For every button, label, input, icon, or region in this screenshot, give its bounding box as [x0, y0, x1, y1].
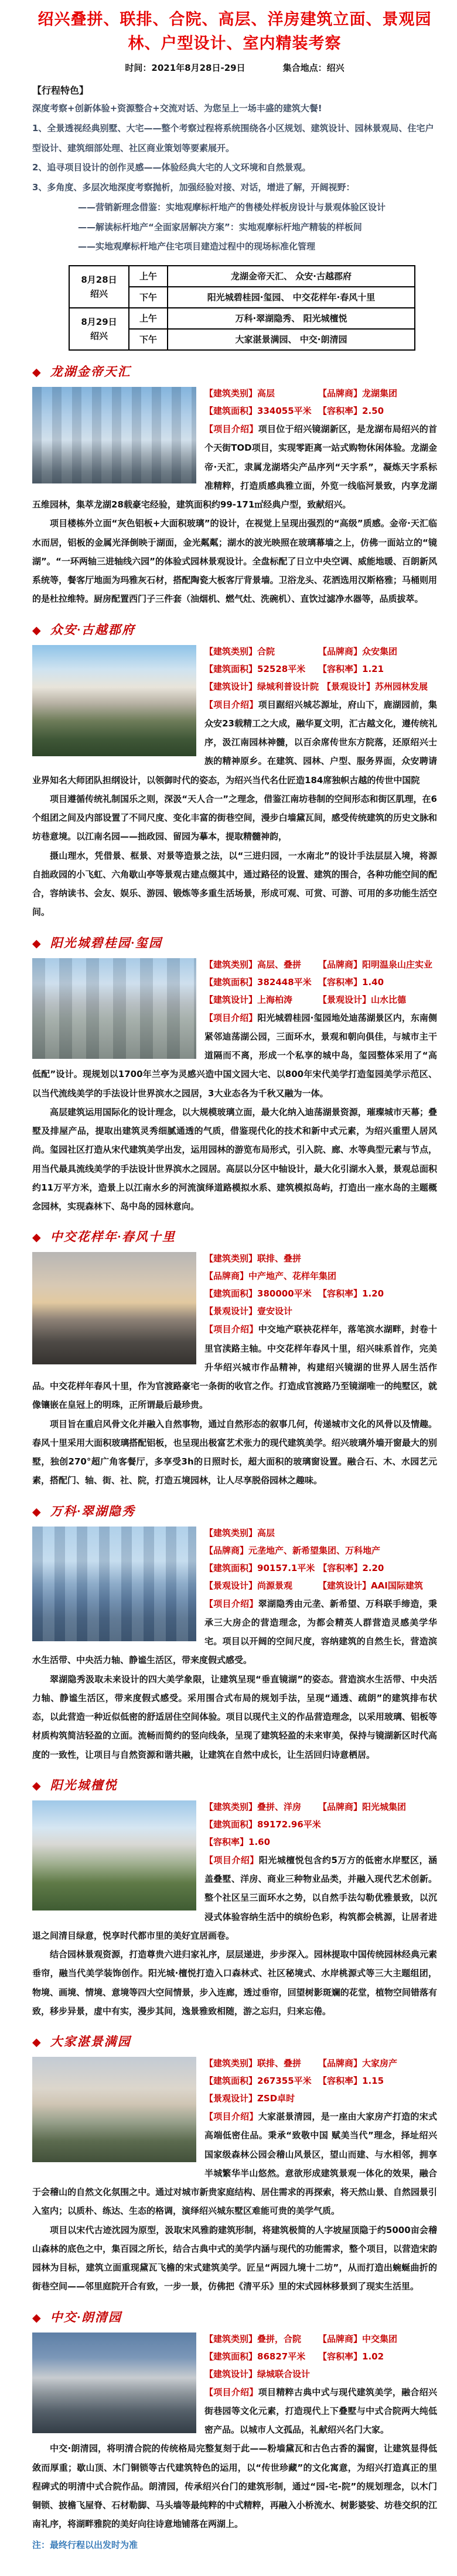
project-name: 万科·翠湖隐秀	[50, 1504, 135, 1518]
field-value: 山水比德	[371, 994, 407, 1005]
field-pair	[204, 2072, 315, 2090]
field-pair	[204, 1798, 315, 1816]
field-pair	[204, 1524, 315, 1542]
field-label: 【品牌商】	[318, 2058, 363, 2069]
projects-container	[32, 362, 437, 2534]
field-label: 【建筑面积】	[204, 406, 258, 416]
field-value: 阳明温泉山庄实业	[362, 959, 433, 970]
field-value: 尚源景观	[257, 1580, 293, 1591]
project-paragraph: 【项目介绍】项目位于绍兴镜湖新区，是龙湖布局绍兴的首个天街TOD项目，实现零距离一站式购物休闲体验。龙湖金帝·天汇，隶属龙湖塔尖产品序列“天字系”，凝炼天字系标准精粹，打造质感典雅立面，外览一线临河景致，内享龙湖五维园林，集萃龙湖28载豪宅经验，建筑面积约99-171㎡经典户型，致献绍兴。	[32, 424, 437, 510]
field-pair	[204, 643, 315, 660]
field-label: 【建筑设计】	[318, 1580, 371, 1591]
field-pair	[204, 1285, 315, 1302]
feature-item-3: 3、多角度、多层次地深度考察抛析，加强经验对接、对话，增进了解，开阔视野：	[32, 182, 355, 193]
field-value: 1.21	[362, 663, 384, 674]
field-label: 【建筑类别】	[204, 1253, 258, 1264]
project-heading	[32, 620, 437, 638]
field-value: 380000平米	[257, 1288, 312, 1299]
schedule-date: 8月28日	[81, 275, 117, 285]
field-pair	[318, 2054, 428, 2072]
field-value: 1.02	[362, 2351, 384, 2362]
field-label: 【容积率】	[318, 406, 363, 416]
field-value: 1.15	[362, 2076, 384, 2086]
field-pair	[318, 402, 428, 420]
meta-time: 时间：2021年8月28日-29日	[125, 63, 245, 73]
schedule-table	[69, 265, 415, 351]
feature-dash-1: ——营销新理念借鉴：实地观摩标杆地产的售楼处样板房设计与景观体验区设计	[78, 201, 386, 212]
field-value: 联排、叠拼	[257, 1253, 302, 1264]
field-value: 89172.96平米	[257, 1819, 321, 1830]
project-paragraph: 【项目介绍】项目踞绍兴城芯源址，府山下，鹿湖园前，集众安23载精工之大成，融华夏文明，汇古越文化，遵传统礼序，汲江南园林神髓，以百余席传世东方院落，还原绍兴士族的精神原乡。在建筑、园林、户型、服务界面，众安聘请业界知名大师团队担纲设计，以领御时代的姿态，为绍兴当代名仕匠造184席独帜古越的传世中国院	[32, 699, 437, 786]
field-pair	[318, 1798, 428, 1816]
project-heading	[32, 2308, 437, 2325]
field-label: 【景观设计】	[204, 2093, 258, 2104]
project-paragraph: 项目旨在重启风骨文化并融入自然事物，通过自然形态的叙事几何，传递城市文化的风骨以及情趣。春风十里采用大面积玻璃搭配铝板，也呈现出极富艺术张力的现代建筑美学。绍兴玻璃外墙开窗最大的别墅，独创270°超广角客餐厅，多享受3h的日照时长，超大面积的玻璃窗设置。融合石、木、水园艺元素，搭配门、轴、街、社、院，打造五境园林，让人尽享脱俗园林之趣味。	[32, 1418, 437, 1486]
project-paragraph: 结合园林景观资源，打造尊贵六进归家礼序，层层递进，步步深入。园林提取中国传统园林经典元素垂帘，融当代美学装饰创作。阳光城·檀悦打造入口森林式、社区秘境式、水岸桃源式等三大主题组团，物境、画境、情境、意境等四大空间情景，步入连廊，透过垂帘，回望树影斑斓的花堂，植物空间错落有致，移步异景，虚中有实，漫步其间，逸景雅致相随，游之忘归，归来忘倦。	[32, 1949, 437, 2016]
project-paragraph: 【项目介绍】阳光城碧桂园·玺园地处迪荡湖景区内，东南侧紧邻迪荡湖公园，三面环水，景观和朝向俱佳，与城市主干道隔而不离，形成一个私享的城中岛，玺园整体采用了“高低配”设计。现规划以1700年兰亭为灵感兴造中国文园大宅、以800年宋代美学打造玺园美学示范区、以当代流线美学的手法设计世界滨水之园居，3大业态各为千秋又融为一体。	[32, 1012, 437, 1099]
project-body	[32, 2054, 437, 2296]
field-pair	[204, 660, 315, 678]
field-value: 1.40	[362, 976, 384, 987]
project-body	[32, 1524, 437, 1764]
field-pair	[322, 678, 432, 695]
project-section	[32, 1502, 437, 1764]
field-pair	[318, 1559, 428, 1577]
field-pair	[204, 1267, 336, 1285]
project-section	[32, 1227, 437, 1490]
field-pair	[204, 1302, 315, 1320]
field-label: 【容积率】	[318, 1288, 363, 1299]
project-name: 众安·古越郡府	[50, 622, 135, 637]
table-row	[69, 308, 415, 329]
schedule-date-cell	[69, 266, 129, 308]
field-pair	[204, 2348, 315, 2365]
field-label: 【景观设计】	[204, 1580, 258, 1591]
project-name: 中交花样年·春风十里	[50, 1230, 176, 1244]
project-body	[32, 956, 437, 1216]
project-heading	[32, 2032, 437, 2050]
field-pair	[204, 1833, 315, 1851]
field-label: 【容积率】	[318, 2076, 363, 2086]
field-value: 高层	[257, 1527, 275, 1538]
schedule-period: 下午	[129, 287, 168, 308]
field-label: 【建筑面积】	[204, 663, 258, 674]
intro-label: 【项目介绍】	[204, 2111, 258, 2122]
field-label: 【景观设计】	[204, 1306, 258, 1317]
field-pair	[318, 660, 428, 678]
diamond-icon: ◆	[32, 937, 42, 950]
project-paragraph: 【项目介绍】大家湛景清园，是一座由大家房产打造的宋式高端低密住品。秉承“致敬中国 赋美当代”理念，择址绍兴国家级森林公园会稽山风景区，望山而建、与水相邻，拥享半城繁华半山悠然。意欲形成建筑景观一体化的效果，融合于会稽山的自然文化氛围之中。通过对城市新贵家庭结构、居住需求的再探索，将天然山景、自然园景引入室内；以质朴、练达、生态的格调，演绎绍兴城东墅区难能可贵的美学气质。	[32, 2111, 437, 2217]
project-paragraph: 翠湖隐秀汲取未来设计的四大美学象限，让建筑呈现“垂直镜湖”的姿态。营造滨水生活带、中央活力轴、静谧生活区，带来度假式感受。采用围合式布局的规划手法，呈现“通透、疏朗”的建筑排布状态，以此营造一种近似低密的舒适居住空间体验。项目以现代主义的作品营造理念，以采用玻璃、铝板等材质构筑简洁轻盈的立面。流畅而简约的竖向线条，呈现了建筑轻盈的未来审美，保持与镜湖新区时代高度的一致性，让项目与自然资源和谐共融，让建筑在自然中成长，让生活回归诗意栖居。	[32, 1673, 437, 1760]
field-value: 绿城利普设计院	[257, 681, 319, 692]
field-value: AAI国际建筑	[371, 1580, 423, 1591]
field-value: ZSD卓时	[257, 2093, 295, 2104]
field-label: 【景观设计】	[322, 681, 376, 692]
project-photo	[32, 1527, 196, 1641]
field-value: 中产地产、花样年集团	[248, 1271, 337, 1282]
field-label: 【建筑设计】	[204, 994, 258, 1005]
schedule-period: 下午	[129, 329, 168, 350]
diamond-icon: ◆	[32, 1505, 42, 1518]
field-value: 众安集团	[362, 646, 398, 657]
project-name: 大家湛景满园	[50, 2035, 131, 2049]
field-label: 【建筑面积】	[204, 1562, 258, 1573]
field-value: 高层、叠拼	[257, 959, 302, 970]
project-heading	[32, 1502, 437, 1519]
schedule-items: 大家湛景满园、 中交·朗清园	[168, 329, 415, 350]
project-body	[32, 385, 437, 609]
project-paragraph: 【项目介绍】翠湖隐秀由元垄、新希望、万科联手缔造，秉承三大房企的营造理念，为都会精英人群营造灵感美学华宅。项目以开阔的空间尺度，容纳建筑的自然生长，营造滨水生活带、中央活力轴、静谧生活区，带来度假式感受。	[32, 1598, 437, 1666]
field-label: 【容积率】	[318, 2351, 363, 2362]
intro-label: 【项目介绍】	[204, 1854, 259, 1865]
field-value: 334055平米	[257, 406, 312, 416]
project-photo	[32, 387, 196, 483]
field-value: 阳光城集团	[362, 1801, 407, 1812]
field-value: 上海柏涛	[257, 994, 293, 1005]
project-photo	[32, 2057, 196, 2162]
field-pair	[204, 385, 315, 402]
features-intro: 深度考察+创新体验+资源整合+交流对话、为您呈上一场丰盛的建筑大餐!	[32, 103, 322, 114]
field-pair	[318, 385, 428, 402]
field-label: 【建筑类别】	[204, 959, 258, 970]
field-label: 【建筑面积】	[204, 1288, 258, 1299]
field-pair	[204, 2365, 315, 2383]
project-body	[32, 2330, 437, 2534]
meta-place: 集合地点：绍兴	[282, 63, 345, 73]
field-value: 中交集团	[362, 2333, 398, 2344]
field-pair	[204, 1542, 380, 1559]
page-title: 绍兴叠拼、联排、合院、高层、洋房建筑立面、景观园林、户型设计、室内精装考察	[37, 11, 432, 53]
field-pair	[204, 1816, 321, 1833]
field-value: 267355平米	[257, 2076, 312, 2086]
project-paragraph: 【项目介绍】项目精粹古典中式与现代建筑美学，融合绍兴街巷园等文化元素，打造现代上下叠墅与中式合院两大纯低密产品。以城市人文孤品，礼献绍兴名门大家。	[204, 2386, 437, 2435]
field-value: 苏州园林发展	[375, 681, 428, 692]
field-pair	[318, 643, 428, 660]
field-value: 382448平米	[257, 976, 312, 987]
schedule-items: 万科·翠湖隐秀、 阳光城檀悦	[168, 308, 415, 329]
project-name: 阳光城碧桂园·玺园	[50, 935, 162, 950]
project-photo	[32, 645, 196, 756]
project-photo	[32, 1800, 196, 1910]
project-section	[32, 2308, 437, 2534]
intro-label: 【项目介绍】	[204, 2386, 258, 2397]
project-heading	[32, 1227, 437, 1245]
field-pair	[318, 1285, 428, 1302]
field-label: 【建筑类别】	[204, 388, 258, 399]
project-body	[32, 643, 437, 922]
schedule-place: 绍兴	[90, 331, 108, 341]
field-label: 【建筑类别】	[204, 2058, 258, 2069]
field-label: 【容积率】	[318, 663, 363, 674]
field-label: 【建筑设计】	[204, 681, 258, 692]
field-value: 大家房产	[362, 2058, 398, 2069]
field-pair	[318, 973, 428, 991]
field-value: 叠拼、洋房	[257, 1801, 302, 1812]
field-pair	[318, 1577, 428, 1594]
project-paragraph: 高层建筑运用国际化的设计理念，以大规模玻璃立面，最大化纳入迪荡湖景资源，璀璨城市天幕；叠墅及排屋产品，提取出建筑灵秀细腻通透的气质，借鉴现代化的技术和新中式元素，为绍兴重塑人居风尚。玺园社区打造从宋代建筑美学出发，运用园林的游览布局形式，引入院、廊、水等典型元素与节点，用当代最具流线美学的手法设计世界滨水之园居。高层以分区中轴设计，最大化引湖水入景，景观总面积约11万平方米，造景上以江南水乡的河流演绎道路模拟水系、建筑模拟岛屿，打造出一座水岛的主题概念园林，实现森林下、岛中岛的园林意向。	[32, 1106, 437, 1212]
field-pair	[318, 991, 428, 1009]
field-value: 1.60	[248, 1836, 271, 1847]
project-paragraph: 项目以宋代古迹沈园为原型，汲取宋风雅韵建筑形制，将建筑极简的人字坡屋顶隐于约5000亩会稽山森林的底色之中，集百园之所长，结合古典中式的美学内涵与现代的功能需求，整个项目，以营造宋韵园林为目标，建筑立面重现黛瓦飞檐的宋式建筑美学。匠呈“两园九境十二坊”，从而打造出蜿蜒曲折的街巷空间——邻里庭院开合有致，一步一景，仿佛把《清平乐》里的宋式园林移景到了现实生活里。	[32, 2224, 437, 2292]
project-paragraph: 项目楼栋外立面“灰色铝板+大面积玻璃”的设计，在视觉上呈现出强烈的“高级”质感。金帝·天汇临水而居，铝板的金属光泽倒映于湖面，金光粼粼；湖水的波光映照在玻璃幕墙之上，仿佛一面站立的“镜湖”。“一环两轴三进轴线六园”的体验式园林景观设计。全盘标配了日立中央空调、威能地暖、百朗新风系统等，餐客厅地面为玛雅灰石材，搭配陶瓷大板客厅背景墙。卫浴龙头、花洒选用汉斯格雅；马桶则用的是杜拉维特。厨房配置西门子三件套（油烟机、燃气灶、洗碗机）、直饮过滤净水器等，品质拔萃。	[32, 518, 437, 605]
diamond-icon: ◆	[32, 366, 42, 379]
field-pair	[318, 2072, 428, 2090]
field-pair	[204, 956, 315, 973]
project-paragraph: 中交·朗清园，将明清合院的传统格局完整复刻于此——粉墙黛瓦和古色古香的漏窗，让建筑显得低敛而厚重；歇山顶、木门铜锁等古代建筑特色的运用，以“传世珍藏”的文化寓意，为绍兴打造真正的里程碑式的明清中式合院作品。朗清园，传承绍兴台门的建筑形制，通过“园-宅-院”的规划理念，以木门铜锁、披檐飞屋脊、石材勒脚、马头墙等最纯粹的中式精粹，再融入小桥流水、树影婆娑、坊巷交织的江南礼序，将湖畔雅院的美好向往诗意地铺落在两湖上。	[32, 2443, 437, 2530]
field-pair	[204, 678, 319, 695]
field-pair	[204, 402, 315, 420]
project-heading	[32, 362, 437, 380]
field-value: 1.20	[362, 1288, 384, 1299]
project-body	[32, 1798, 437, 2021]
field-label: 【品牌商】	[318, 388, 363, 399]
meta-line	[32, 61, 437, 74]
field-label: 【品牌商】	[318, 1801, 363, 1812]
project-heading	[32, 1776, 437, 1793]
schedule-place: 绍兴	[90, 289, 108, 299]
project-paragraph: 项目遵循传统礼制国乐之则，深汲“天人合一”之理念，借鉴江南坊巷制的空间形态和街区肌理，在6个组团之间及内部设置了不同尺度、变化丰富的街巷空间，漫步白墙黛瓦间，感受传统建筑的历史文脉和坊巷意境。以江南名园——拙政园、留园为摹本，提取精髓神韵，	[32, 793, 437, 842]
field-label: 【建筑类别】	[204, 1801, 258, 1812]
project-section	[32, 934, 437, 1216]
project-body	[32, 1250, 437, 1490]
project-section	[32, 2032, 437, 2296]
field-value: 绿城联合设计	[257, 2368, 311, 2379]
project-name: 龙湖金帝天汇	[50, 365, 131, 379]
field-value: 元垄地产、新希望集团、万科地产	[248, 1545, 381, 1556]
intro-label: 【项目介绍】	[204, 1598, 258, 1609]
project-section	[32, 362, 437, 609]
schedule-date-cell	[69, 308, 129, 350]
field-label: 【建筑面积】	[204, 2351, 258, 2362]
schedule-date: 8月29日	[81, 317, 117, 327]
field-pair	[318, 956, 432, 973]
field-label: 【景观设计】	[318, 994, 371, 1005]
field-pair	[204, 2090, 315, 2107]
schedule-period: 上午	[129, 266, 168, 287]
diamond-icon: ◆	[32, 2036, 42, 2049]
diamond-icon: ◆	[32, 624, 42, 637]
project-paragraph: 摄山理水，凭借景、框景、对景等造景之法，以“三进归园，一水南北”的设计手法层层入境，将源自拙政园的小飞虹、六角歇山亭等景观古建点缀其中，通过路径的设置、建筑的围合，各种功能空间的配合，容纳读书、会友、娱乐、游园、锻炼等多重生活场景，形成可观、可赏、可游、可用的多功能生活空间。	[32, 850, 437, 918]
field-label: 【品牌商】	[318, 646, 363, 657]
field-pair	[204, 2330, 315, 2348]
field-value: 龙湖集团	[362, 388, 398, 399]
field-label: 【容积率】	[204, 1836, 249, 1847]
schedule-period: 上午	[129, 308, 168, 329]
intro-label: 【项目介绍】	[204, 424, 258, 434]
diamond-icon: ◆	[32, 2311, 42, 2324]
field-value: 86827平米	[257, 2351, 306, 2362]
field-pair	[204, 973, 315, 991]
field-value: 合院	[257, 646, 275, 657]
field-label: 【容积率】	[318, 1562, 363, 1573]
project-paragraph: 【项目介绍】阳光城檀悦包含约5万方的低密水岸墅区，涵盖叠墅、洋房、商业三种物业品类，并融入现代艺术创新。整个社区呈三面环水之势，以自然手法勾勒优雅景致，以沉浸式体验容纳生活中的缤纷色彩，构筑都会桃源，让居者进退之间清目绿意，悦享时代都市里的美好宜居画卷。	[32, 1854, 437, 1941]
project-photo	[32, 2333, 196, 2433]
diamond-icon: ◆	[32, 1779, 42, 1792]
field-value: 叠拼，合院	[257, 2333, 302, 2344]
project-photo	[32, 958, 196, 1059]
field-label: 【品牌商】	[204, 1545, 249, 1556]
feature-dash-3: ——实地观摩标杆地产住宅项目建造过程中的现场标准化管理	[78, 241, 316, 252]
field-label: 【建筑类别】	[204, 646, 258, 657]
field-label: 【品牌商】	[318, 959, 363, 970]
project-name: 中交·朗清园	[50, 2310, 122, 2324]
field-value: 90157.1平米	[257, 1562, 315, 1573]
field-label: 【建筑设计】	[204, 2368, 258, 2379]
field-label: 【建筑类别】	[204, 2333, 258, 2344]
field-pair	[204, 1577, 315, 1594]
intro-label: 【项目介绍】	[204, 1324, 258, 1335]
intro-label: 【项目介绍】	[204, 1012, 258, 1023]
project-paragraph: 【项目介绍】中交地产联袂花样年，落笔滨水湖畔，封卷十里官渎路主轴。中交花样年春风十里，绍兴味系首作，完美升华绍兴城市作品精神，构建绍兴镜湖的世界人居生活作品。中交花样年春风十里，作为官渡路豪宅一条街的收官之作。打造成官渡路乃至镜湖唯一的纯墅区，就像镶嵌在皇冠上的明珠，正所谓最后最珍贵。	[32, 1324, 437, 1411]
field-label: 【建筑类别】	[204, 1527, 258, 1538]
field-label: 【品牌商】	[318, 2333, 363, 2344]
features-header: 【行程特色】	[32, 85, 89, 96]
field-label: 【品牌商】	[204, 1271, 249, 1282]
feature-item-2: 2、追寻项目设计的创作灵感——体验经典大宅的人文环境和自然景观。	[32, 162, 311, 173]
schedule-items: 龙湖金帝天汇、 众安·古越郡府	[168, 266, 415, 287]
project-section	[32, 620, 437, 922]
field-label: 【建筑面积】	[204, 2076, 258, 2086]
field-pair	[318, 2348, 428, 2365]
field-value: 52528平米	[257, 663, 306, 674]
intro-label: 【项目介绍】	[204, 699, 258, 710]
field-pair	[204, 2054, 315, 2072]
field-value: 2.20	[362, 1562, 384, 1573]
diamond-icon: ◆	[32, 1232, 42, 1244]
project-photo	[32, 1252, 196, 1364]
field-value: 壹安设计	[257, 1306, 293, 1317]
project-heading	[32, 934, 437, 951]
field-label: 【建筑面积】	[204, 1819, 258, 1830]
field-value: 2.50	[362, 406, 384, 416]
field-value: 联排、叠拼	[257, 2058, 302, 2069]
field-pair	[318, 2330, 428, 2348]
field-pair	[204, 1559, 315, 1577]
field-label: 【建筑面积】	[204, 976, 258, 987]
table-row	[69, 266, 415, 287]
project-name: 阳光城檀悦	[50, 1778, 118, 1792]
footer-note: 注：最终行程以出发时为准	[32, 2539, 138, 2550]
feature-item-1: 1、全景透视经典别墅、大宅——整个考察过程将系统围绕各小区规划、建筑设计、园林景观局、住宅户型设计、建筑细部处理、社区商业策划等要素展开。	[32, 122, 434, 153]
field-pair	[204, 1250, 315, 1267]
schedule-items: 阳光城碧桂园·玺园、 中交花样年·春风十里	[168, 287, 415, 308]
field-value: 高层	[257, 388, 275, 399]
project-section	[32, 1776, 437, 2021]
field-pair	[204, 991, 315, 1009]
field-label: 【容积率】	[318, 976, 363, 987]
feature-dash-2: ——解读标杆地产“全面家居解决方案”：实地观摩标杆地产精装的样板间	[78, 221, 362, 232]
